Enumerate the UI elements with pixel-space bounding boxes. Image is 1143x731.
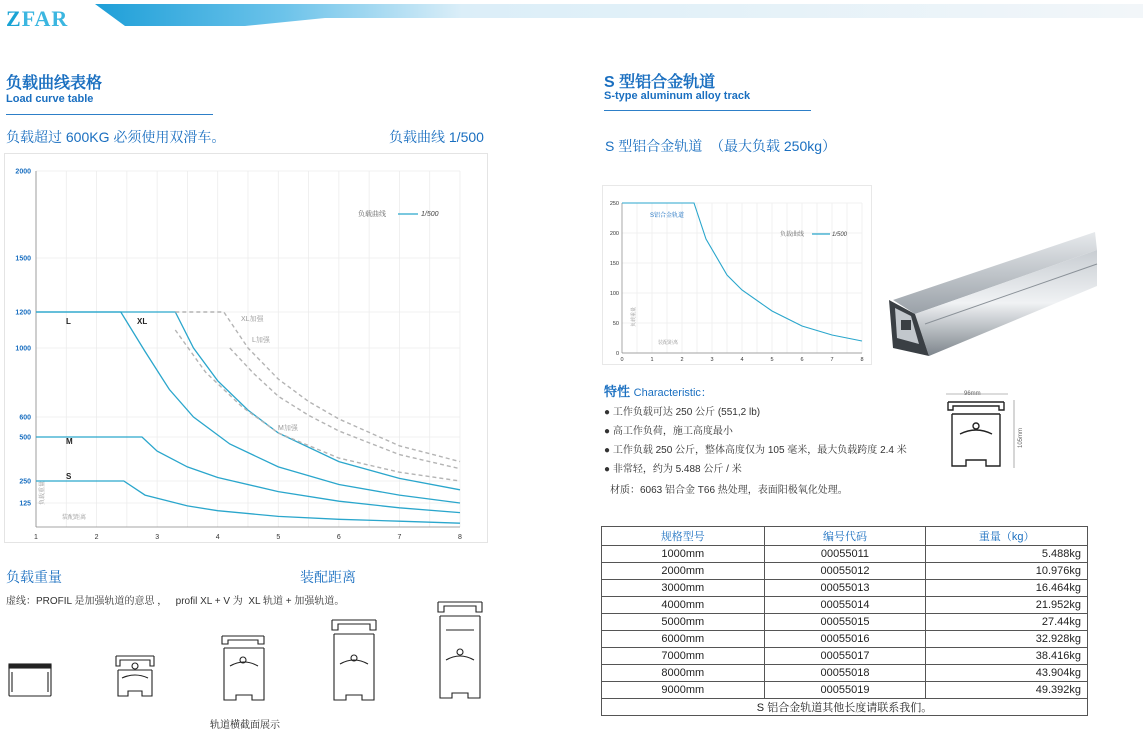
cell-code: 00055014 [764, 597, 926, 614]
x-tick-label: 6 [336, 534, 341, 541]
curve-ratio-label: 负载曲线 1/500 [389, 129, 484, 145]
section-xl-icon [332, 620, 376, 700]
feature-item: ● 工作负载 250 公斤，整体高度仅为 105 毫米，最大负载跨度 2.4 米 [604, 445, 907, 456]
s-x-tick-label: 5 [770, 357, 774, 363]
cell-weight: 49.392kg [926, 682, 1088, 699]
table-footer: S 铝合金轨道其他长度请联系我们。 [602, 699, 1088, 716]
table-row [602, 580, 1088, 597]
x-tick-label: 5 [276, 534, 281, 541]
material-note: 材质：6063 铝合金 T66 热处理，表面阳极氧化处理。 [610, 485, 848, 496]
table-row [602, 597, 1088, 614]
assembly-distance-title: 装配距离 [300, 569, 356, 585]
feature-item: ● 工作负载可达 250 公斤 (551,2 lb) [604, 407, 761, 418]
cell-spec: 2000mm [602, 563, 765, 580]
cell-spec: 4000mm [602, 597, 765, 614]
s-x-tick-label: 6 [800, 357, 804, 363]
y-tick-label: 600 [19, 414, 31, 422]
s-track-chart [602, 185, 872, 365]
cell-spec: 5000mm [602, 614, 765, 631]
feature-list [604, 403, 907, 479]
s-x-tick-label: 2 [680, 357, 684, 363]
curve-label: XL [137, 317, 148, 326]
y-tick-label: 250 [19, 478, 31, 486]
load-curve-subtitle: Load curve table [6, 93, 94, 105]
y-tick-label: 1000 [15, 345, 31, 353]
load-curve-title: 负载曲线表格 [6, 75, 103, 92]
header-banner [95, 4, 1143, 26]
cell-spec: 6000mm [602, 631, 765, 648]
x-tick-label: 7 [397, 534, 402, 541]
s-track-subtitle: S-type aluminum alloy track [604, 90, 751, 102]
cell-weight: 16.464kg [926, 580, 1088, 597]
load-curve-chart [4, 153, 488, 543]
table-row [602, 631, 1088, 648]
x-tick-label: 2 [94, 534, 99, 541]
cell-code: 00055016 [764, 631, 926, 648]
cell-spec: 7000mm [602, 648, 765, 665]
cross-sections [0, 600, 500, 710]
s-y-tick-label: 50 [612, 321, 619, 327]
y-tick-label: 1500 [15, 255, 31, 263]
feature-item: ● 非常轻，约为 5.488 公斤 / 米 [604, 464, 742, 475]
y-tick-label: 125 [19, 500, 31, 508]
s-x-tick-label: 3 [710, 357, 714, 363]
cell-weight: 32.928kg [926, 631, 1088, 648]
s-legend-label: 负载曲线 [780, 232, 805, 238]
x-tick-label: 8 [458, 534, 462, 541]
curve-label: L [66, 317, 71, 326]
sections-caption: 轨道横截面展示 [210, 720, 280, 731]
curve-label: M [66, 437, 73, 446]
logo-z: Z [6, 6, 22, 31]
cell-weight: 10.976kg [926, 563, 1088, 580]
cell-weight: 27.44kg [926, 614, 1088, 631]
aluminum-rail-image [885, 228, 1100, 360]
y-tick-label: 1200 [15, 309, 31, 317]
table-row [602, 665, 1088, 682]
s-x-axis-label: 装配距离 [658, 340, 679, 346]
dashed-line-note: 虚线：PROFIL 是加强轨道的意思 ， profil XL + V 为 XL 轨道 + 加强轨道。 [6, 596, 345, 607]
s-x-tick-label: 7 [830, 357, 834, 363]
load-weight-title: 负载重量 [6, 569, 62, 585]
curve-label: XL加强 [241, 316, 264, 323]
table-row [602, 546, 1088, 563]
x-tick-label: 1 [34, 534, 38, 541]
x-axis-label: 装配距离 [62, 515, 87, 521]
title-rule-right [604, 110, 811, 111]
characteristic-title-en: Characteristic： [633, 387, 712, 399]
feature-item: ● 高工作负荷，施工高度最小 [604, 426, 733, 437]
max-load-heading: S 型铝合金轨道 （最大负载 250kg） [605, 138, 837, 154]
cell-weight: 21.952kg [926, 597, 1088, 614]
s-x-tick-label: 8 [860, 357, 864, 363]
cell-code: 00055015 [764, 614, 926, 631]
section-l-icon [222, 636, 264, 700]
s-y-tick-label: 100 [609, 291, 619, 297]
cell-weight: 38.416kg [926, 648, 1088, 665]
section-xl-reinforced-icon [438, 602, 482, 698]
cell-weight: 43.904kg [926, 665, 1088, 682]
profile-dimension-drawing [938, 386, 1028, 474]
cell-code: 00055019 [764, 682, 926, 699]
curve-label: M加强 [278, 425, 298, 432]
table-footer-row [602, 699, 1088, 716]
logo-rest: FAR [21, 6, 69, 31]
cell-code: 00055018 [764, 665, 926, 682]
s-x-tick-label: 1 [650, 357, 654, 363]
col-header: 编号代码 [764, 527, 926, 546]
table-row [602, 614, 1088, 631]
title-rule [6, 114, 213, 115]
legend-series: 1/500 [421, 211, 439, 218]
cell-spec: 9000mm [602, 682, 765, 699]
table-row [602, 682, 1088, 699]
curve-label: S [66, 472, 72, 481]
cell-code: 00055017 [764, 648, 926, 665]
s-y-tick-label: 250 [609, 201, 619, 207]
s-y-tick-label: 200 [609, 231, 619, 237]
s-track-title: S 型铝合金轨道 [604, 74, 716, 91]
cell-spec: 8000mm [602, 665, 765, 682]
s-legend-series: 1/500 [832, 232, 848, 238]
col-header: 规格型号 [602, 527, 765, 546]
dim-height-label: 105mm [1018, 427, 1024, 448]
spec-table [601, 526, 1088, 716]
double-trolley-notice: 负载超过 600KG 必须使用双滑车。 [6, 129, 226, 145]
s-chart-labels [650, 211, 684, 219]
s-y-tick-label: 0 [615, 351, 619, 357]
y-tick-label: 2000 [15, 168, 31, 176]
s-y-tick-label: 150 [609, 261, 619, 267]
section-m-icon [116, 656, 154, 696]
characteristic-title-cn: 特性 [604, 384, 631, 399]
x-tick-label: 4 [215, 534, 220, 541]
cell-code: 00055013 [764, 580, 926, 597]
s-x-tick-label: 4 [740, 357, 744, 363]
table-row [602, 648, 1088, 665]
s-y-axis-label: 负载重量 [631, 306, 637, 327]
section-s-icon [9, 664, 51, 696]
curve-label: L加强 [252, 337, 270, 344]
characteristic-heading [604, 381, 712, 400]
y-tick-label: 500 [19, 434, 31, 442]
table-header-row [602, 527, 1088, 546]
s-x-tick-label: 0 [620, 357, 624, 363]
cell-spec: 3000mm [602, 580, 765, 597]
cell-spec: 1000mm [602, 546, 765, 563]
s-series-label: S铝合金轨道 [650, 213, 685, 219]
x-tick-label: 3 [155, 534, 160, 541]
logo [6, 6, 68, 32]
dim-width-label: 96mm [964, 391, 981, 397]
cell-weight: 5.488kg [926, 546, 1088, 563]
y-axis-label: 负载重量 [40, 480, 46, 505]
col-header: 重量（kg） [926, 527, 1088, 546]
cell-code: 00055011 [764, 546, 926, 563]
table-row [602, 563, 1088, 580]
legend-label: 负载曲线 [358, 211, 386, 218]
cell-code: 00055012 [764, 563, 926, 580]
